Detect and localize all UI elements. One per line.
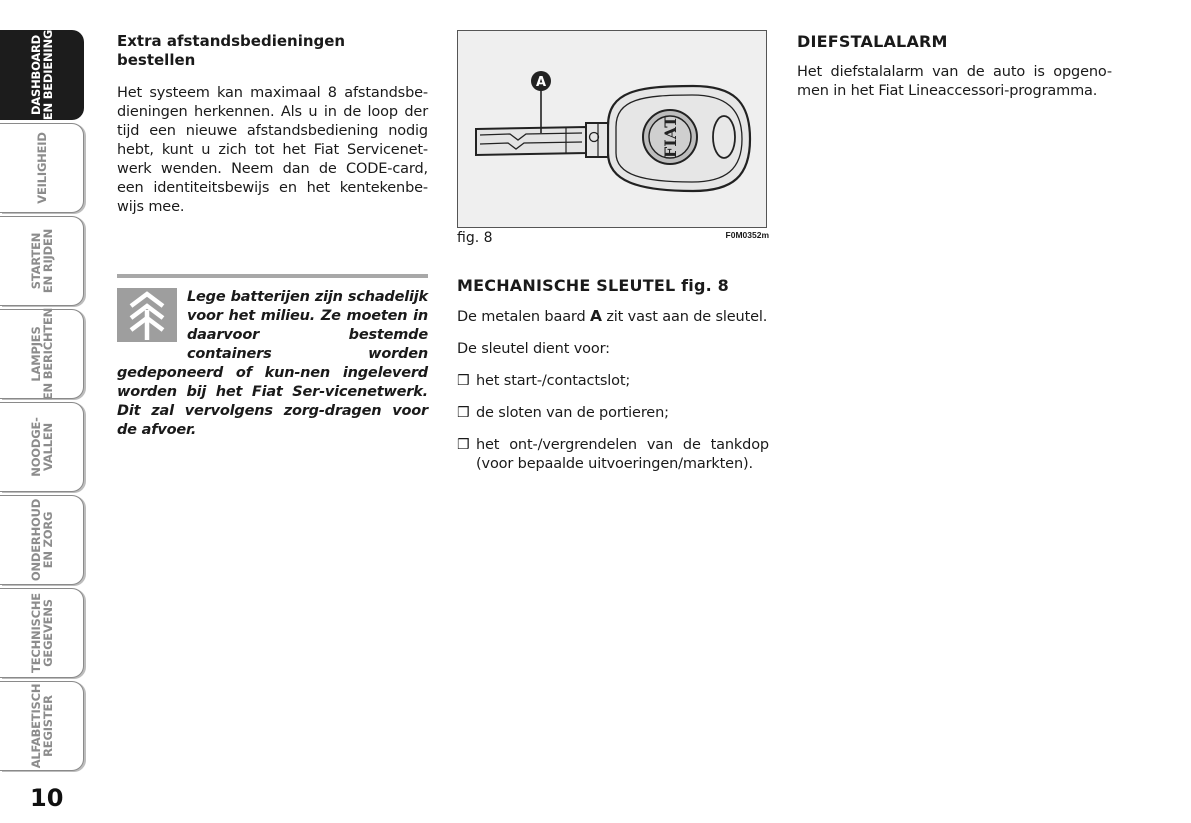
paragraph-theft-alarm: Het diefstalalarm van de auto is opgeno-men in het Fiat Lineaccessori-programma. <box>797 64 1112 99</box>
column-remote-controls <box>117 32 428 217</box>
tab-label-line1: DASHBOARD <box>28 34 43 116</box>
tab-onderhoud[interactable] <box>0 495 84 585</box>
list-item <box>457 404 769 423</box>
text-fragment: zit vast aan de sleutel. <box>601 309 768 325</box>
tab-label-line1: STARTEN <box>28 232 43 290</box>
tab-lampjes[interactable] <box>0 309 84 399</box>
environment-note <box>117 274 428 440</box>
figure-key-illustration <box>457 30 767 228</box>
tab-label-line1: VEILIGHEID <box>34 132 49 204</box>
tab-label-line1: ONDERHOUD <box>28 498 43 582</box>
tab-label-line1: NOODGE- <box>28 417 43 477</box>
tab-label-line1: ALFABETISCH <box>28 683 43 769</box>
tab-dashboard[interactable] <box>0 30 84 120</box>
tab-starten[interactable] <box>0 216 84 306</box>
figure-caption <box>457 230 769 252</box>
tab-label-line2: GEGEVENS <box>40 599 55 667</box>
note-divider <box>117 274 428 278</box>
note-text: Lege batterijen zijn schadelijk voor het milieu. Ze moeten in daarvoor bestemde containers worden gedeponeerd of kun-nen ingeleverd worden bij het Fiat Ser-vicenetwerk. Dit zal vervolgens zorg-dragen voor de afvoer. <box>117 289 428 438</box>
tab-label-line1: LAMPJES <box>28 326 43 382</box>
tab-technische-gegevens[interactable] <box>0 588 84 678</box>
column-mechanical-key <box>457 30 769 487</box>
recycle-arrows-icon <box>117 288 177 342</box>
tab-label-line1: TECHNISCHE <box>28 593 43 673</box>
tab-label-line2: EN ZORG <box>40 511 55 569</box>
callout-label: A <box>535 75 547 90</box>
list-item <box>457 436 769 474</box>
figure-label: fig. 8 <box>457 230 493 246</box>
heading-mechanical-key: MECHANISCHE SLEUTEL fig. 8 <box>457 276 729 295</box>
tab-label-line2: VALLEN <box>40 423 55 471</box>
list-item-text: de sloten van de portieren; <box>476 405 669 421</box>
tab-alfabetisch-register[interactable] <box>0 681 84 771</box>
tab-label-line2: EN RIJDEN <box>40 228 55 294</box>
list-item-text: het start-/contactslot; <box>476 373 631 389</box>
column-theft-alarm <box>797 32 1112 101</box>
tab-label-line2: EN BEDIENING <box>40 29 55 121</box>
checkbox-bullet-icon: ❒ <box>457 437 470 453</box>
checkbox-bullet-icon: ❒ <box>457 405 470 421</box>
key-drawing <box>458 31 766 227</box>
paragraph-remote-controls: Het systeem kan maximaal 8 afstandsbe-dieningen herkennen. Als u in de loop der tijd een nieuwe afstandsbediening nodig hebt, kunt u zich tot het Fiat Servicenet-werk wenden. Neem dan de CODE-card, een identiteitsbewijs en het kentekenbe-wijs mee. <box>117 85 428 215</box>
bold-reference: A <box>590 307 602 325</box>
tab-noodgevallen[interactable] <box>0 402 84 492</box>
subheading-line2: bestellen <box>117 51 196 69</box>
tab-veiligheid[interactable] <box>0 123 84 213</box>
logo-text: FIAT <box>661 115 680 159</box>
subheading-line1: Extra afstandsbedieningen <box>117 32 346 50</box>
heading-theft-alarm: DIEFSTALALARM <box>797 32 948 51</box>
subheading-extra-remotes <box>117 32 428 70</box>
checkbox-bullet-icon: ❒ <box>457 373 470 389</box>
tab-label-line2: EN BERICHTEN <box>40 307 55 401</box>
paragraph-key-purpose: De sleutel dient voor: <box>457 341 610 357</box>
list-item-text: het ont-/vergrendelen van de tankdop (voor bepaalde uitvoeringen/markten). <box>476 437 769 472</box>
list-item <box>457 372 769 391</box>
figure-code: F0M0352m <box>725 230 769 240</box>
paragraph-metal-blade <box>457 307 769 327</box>
page-number: 10 <box>30 784 64 812</box>
text-fragment: De metalen baard <box>457 309 591 325</box>
tab-label-line2: REGISTER <box>40 695 55 757</box>
